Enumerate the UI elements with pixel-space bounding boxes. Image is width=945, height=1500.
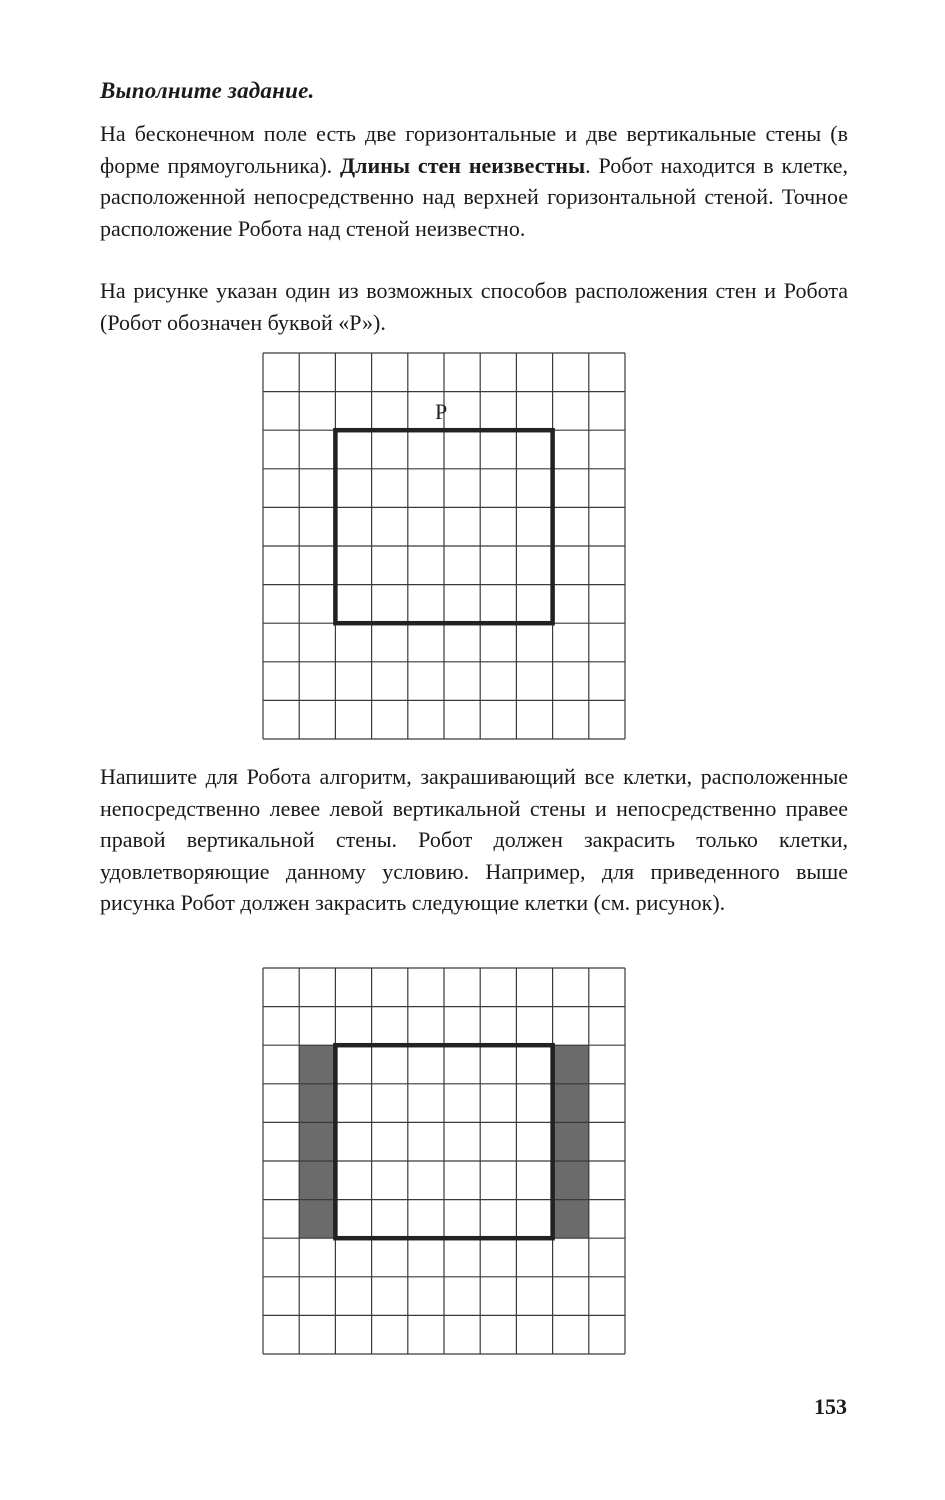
shaded-cell <box>553 1200 589 1239</box>
statement-bold: Длины стен неизвестны <box>340 152 586 178</box>
page-number: 153 <box>814 1394 847 1419</box>
statement-part2: . Робот находится в клетке, расположенной непосредственно над верхней горизонтальной стеной. Точное расположение Робота над стеной неизвестно. <box>100 152 848 241</box>
algorithm-task: Напишите для Робота алгоритм, закрашивающий все клетки, расположенные непосредственно левее левой вертикальной стены и непосредственно правее правой вертикальной стены. Робот должен закрасить только клетки, удовлетворяющие данному условию. Например, для приведенного выше рисунка Робот должен закрасить следующие клетки (см. рисунок). <box>100 764 848 915</box>
figure-description: На рисунке указан один из возможных способов расположения стен и Робота (Робот обозначен буквой «Р»). <box>100 278 848 335</box>
figure-robot-position <box>262 352 626 742</box>
shaded-cell <box>299 1122 335 1161</box>
figure-shaded-result <box>262 967 626 1357</box>
shaded-cell <box>553 1045 589 1084</box>
shaded-cell <box>553 1122 589 1161</box>
statement-part1: На бесконечном поле есть две горизонтальные и две вертикальные стены (в форме прямоугольника). <box>100 121 848 178</box>
task-heading: Выполните задание. <box>100 78 315 103</box>
shaded-cell <box>553 1084 589 1123</box>
shaded-cell <box>299 1200 335 1239</box>
shaded-cell <box>299 1161 335 1200</box>
shaded-cell <box>553 1161 589 1200</box>
shaded-cell <box>299 1084 335 1123</box>
robot-marker: Р <box>435 398 448 424</box>
shaded-cell <box>299 1045 335 1084</box>
problem-statement <box>100 118 848 244</box>
